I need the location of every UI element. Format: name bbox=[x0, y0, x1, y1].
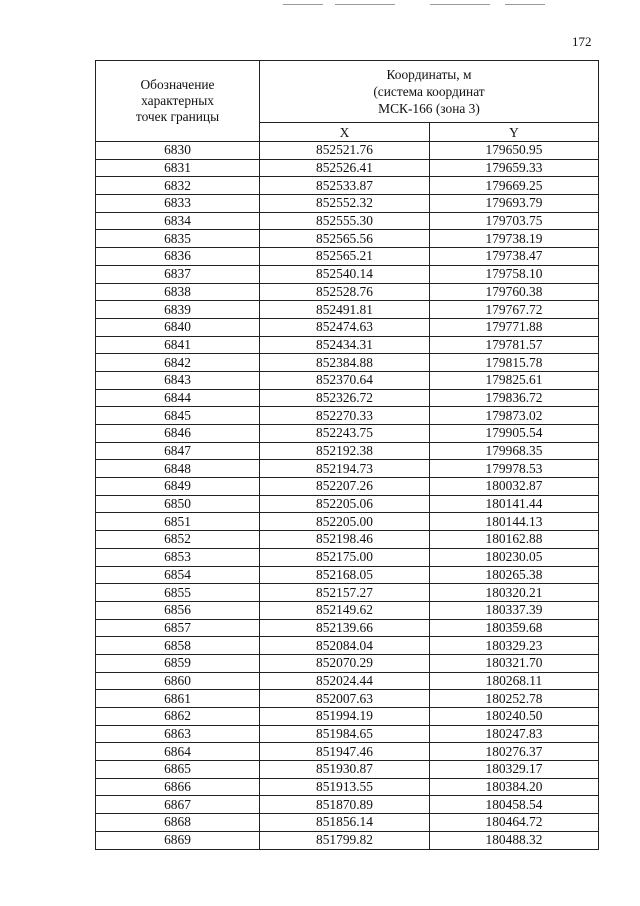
coords-header-line: МСК-166 (зона 3) bbox=[378, 101, 480, 117]
top-rule bbox=[430, 4, 490, 5]
y-cell: 179760.38 bbox=[430, 283, 599, 301]
table-row bbox=[96, 336, 599, 354]
point-header-line: точек границы bbox=[135, 109, 220, 124]
x-cell: 851994.19 bbox=[260, 708, 430, 726]
x-cell: 852434.31 bbox=[260, 336, 430, 354]
table-row bbox=[96, 743, 599, 761]
y-cell: 180247.83 bbox=[430, 725, 599, 743]
x-cell: 851799.82 bbox=[260, 831, 430, 849]
table-row bbox=[96, 548, 599, 566]
point-cell: 6838 bbox=[96, 283, 260, 301]
y-cell: 180488.32 bbox=[430, 831, 599, 849]
y-cell: 179650.95 bbox=[430, 142, 599, 160]
coordinates-table bbox=[95, 60, 599, 850]
point-cell: 6864 bbox=[96, 743, 260, 761]
y-cell: 180320.21 bbox=[430, 584, 599, 602]
x-cell: 852565.56 bbox=[260, 230, 430, 248]
y-cell: 180384.20 bbox=[430, 778, 599, 796]
y-cell: 179659.33 bbox=[430, 159, 599, 177]
y-cell: 179815.78 bbox=[430, 354, 599, 372]
point-cell: 6841 bbox=[96, 336, 260, 354]
x-cell: 851856.14 bbox=[260, 814, 430, 832]
top-rule bbox=[283, 4, 323, 5]
table-body bbox=[96, 142, 599, 850]
y-cell: 180230.05 bbox=[430, 548, 599, 566]
point-cell: 6831 bbox=[96, 159, 260, 177]
table-row bbox=[96, 478, 599, 496]
x-cell: 852168.05 bbox=[260, 566, 430, 584]
point-cell: 6834 bbox=[96, 212, 260, 230]
point-cell: 6835 bbox=[96, 230, 260, 248]
point-cell: 6858 bbox=[96, 637, 260, 655]
x-cell: 852205.06 bbox=[260, 495, 430, 513]
y-cell: 180240.50 bbox=[430, 708, 599, 726]
table-row bbox=[96, 283, 599, 301]
point-cell: 6844 bbox=[96, 389, 260, 407]
y-cell: 179703.75 bbox=[430, 212, 599, 230]
y-cell: 179771.88 bbox=[430, 318, 599, 336]
x-cell: 852084.04 bbox=[260, 637, 430, 655]
point-cell: 6837 bbox=[96, 265, 260, 283]
point-header-line: Обозначение bbox=[140, 77, 215, 92]
point-cell: 6852 bbox=[96, 531, 260, 549]
y-cell: 180337.39 bbox=[430, 601, 599, 619]
point-cell: 6860 bbox=[96, 672, 260, 690]
table-row bbox=[96, 761, 599, 779]
x-cell: 851870.89 bbox=[260, 796, 430, 814]
y-cell: 180359.68 bbox=[430, 619, 599, 637]
point-cell: 6832 bbox=[96, 177, 260, 195]
x-cell: 852139.66 bbox=[260, 619, 430, 637]
point-cell: 6840 bbox=[96, 318, 260, 336]
table-row bbox=[96, 318, 599, 336]
x-cell: 852491.81 bbox=[260, 301, 430, 319]
table-row bbox=[96, 513, 599, 531]
x-cell: 852528.76 bbox=[260, 283, 430, 301]
point-cell: 6854 bbox=[96, 566, 260, 584]
point-cell: 6836 bbox=[96, 248, 260, 266]
table-row bbox=[96, 725, 599, 743]
point-cell: 6839 bbox=[96, 301, 260, 319]
y-cell: 179905.54 bbox=[430, 425, 599, 443]
x-cell: 851947.46 bbox=[260, 743, 430, 761]
point-cell: 6847 bbox=[96, 442, 260, 460]
y-cell: 180458.54 bbox=[430, 796, 599, 814]
x-cell: 852540.14 bbox=[260, 265, 430, 283]
x-cell: 852270.33 bbox=[260, 407, 430, 425]
table-row bbox=[96, 654, 599, 672]
x-cell: 852326.72 bbox=[260, 389, 430, 407]
point-cell: 6857 bbox=[96, 619, 260, 637]
point-cell: 6869 bbox=[96, 831, 260, 849]
table-row bbox=[96, 442, 599, 460]
table-row bbox=[96, 672, 599, 690]
top-rule bbox=[505, 4, 545, 5]
y-cell: 180162.88 bbox=[430, 531, 599, 549]
y-cell: 179767.72 bbox=[430, 301, 599, 319]
x-cell: 852157.27 bbox=[260, 584, 430, 602]
point-cell: 6862 bbox=[96, 708, 260, 726]
point-cell: 6859 bbox=[96, 654, 260, 672]
table-row bbox=[96, 301, 599, 319]
table-row bbox=[96, 460, 599, 478]
point-cell: 6846 bbox=[96, 425, 260, 443]
x-cell: 851984.65 bbox=[260, 725, 430, 743]
table-row bbox=[96, 796, 599, 814]
table-row bbox=[96, 248, 599, 266]
table-row bbox=[96, 708, 599, 726]
x-cell: 851913.55 bbox=[260, 778, 430, 796]
y-cell: 179825.61 bbox=[430, 371, 599, 389]
table-row bbox=[96, 212, 599, 230]
table-row bbox=[96, 831, 599, 849]
y-cell: 179738.47 bbox=[430, 248, 599, 266]
point-cell: 6842 bbox=[96, 354, 260, 372]
point-cell: 6830 bbox=[96, 142, 260, 160]
point-cell: 6843 bbox=[96, 371, 260, 389]
table-row bbox=[96, 814, 599, 832]
table-row bbox=[96, 425, 599, 443]
point-cell: 6867 bbox=[96, 796, 260, 814]
x-cell: 852207.26 bbox=[260, 478, 430, 496]
top-rule bbox=[335, 4, 395, 5]
y-cell: 180329.17 bbox=[430, 761, 599, 779]
point-cell: 6868 bbox=[96, 814, 260, 832]
y-cell: 180268.11 bbox=[430, 672, 599, 690]
x-cell: 851930.87 bbox=[260, 761, 430, 779]
table-row bbox=[96, 230, 599, 248]
y-cell: 180464.72 bbox=[430, 814, 599, 832]
coords-column-header bbox=[260, 61, 599, 123]
point-header-line: характерных bbox=[141, 93, 214, 108]
x-cell: 852205.00 bbox=[260, 513, 430, 531]
x-cell: 852175.00 bbox=[260, 548, 430, 566]
y-cell: 179978.53 bbox=[430, 460, 599, 478]
table-row bbox=[96, 371, 599, 389]
x-cell: 852552.32 bbox=[260, 195, 430, 213]
x-cell: 852521.76 bbox=[260, 142, 430, 160]
x-cell: 852070.29 bbox=[260, 654, 430, 672]
x-cell: 852024.44 bbox=[260, 672, 430, 690]
x-cell: 852149.62 bbox=[260, 601, 430, 619]
table-row bbox=[96, 195, 599, 213]
y-cell: 179738.19 bbox=[430, 230, 599, 248]
table-row bbox=[96, 601, 599, 619]
x-cell: 852533.87 bbox=[260, 177, 430, 195]
x-cell: 852526.41 bbox=[260, 159, 430, 177]
table-row bbox=[96, 354, 599, 372]
table-row bbox=[96, 265, 599, 283]
x-cell: 852384.88 bbox=[260, 354, 430, 372]
x-cell: 852565.21 bbox=[260, 248, 430, 266]
x-cell: 852198.46 bbox=[260, 531, 430, 549]
table-row bbox=[96, 495, 599, 513]
table-row bbox=[96, 531, 599, 549]
point-cell: 6856 bbox=[96, 601, 260, 619]
x-cell: 852194.73 bbox=[260, 460, 430, 478]
coords-header-line: Координаты, м bbox=[386, 67, 472, 83]
y-cell: 180265.38 bbox=[430, 566, 599, 584]
point-cell: 6833 bbox=[96, 195, 260, 213]
point-cell: 6855 bbox=[96, 584, 260, 602]
y-cell: 180141.44 bbox=[430, 495, 599, 513]
y-cell: 180276.37 bbox=[430, 743, 599, 761]
y-cell: 179873.02 bbox=[430, 407, 599, 425]
point-cell: 6845 bbox=[96, 407, 260, 425]
point-cell: 6863 bbox=[96, 725, 260, 743]
x-cell: 852555.30 bbox=[260, 212, 430, 230]
y-cell: 179781.57 bbox=[430, 336, 599, 354]
point-cell: 6861 bbox=[96, 690, 260, 708]
x-column-header: X bbox=[260, 123, 430, 142]
page-number: 172 bbox=[572, 34, 592, 49]
x-cell: 852474.63 bbox=[260, 318, 430, 336]
point-cell: 6848 bbox=[96, 460, 260, 478]
table-row bbox=[96, 142, 599, 160]
x-cell: 852243.75 bbox=[260, 425, 430, 443]
table-row bbox=[96, 690, 599, 708]
table-row bbox=[96, 584, 599, 602]
point-cell: 6865 bbox=[96, 761, 260, 779]
x-cell: 852370.64 bbox=[260, 371, 430, 389]
point-cell: 6851 bbox=[96, 513, 260, 531]
y-cell: 180032.87 bbox=[430, 478, 599, 496]
table-row bbox=[96, 407, 599, 425]
y-column-header: Y bbox=[430, 123, 599, 142]
point-cell: 6853 bbox=[96, 548, 260, 566]
table-row bbox=[96, 566, 599, 584]
y-cell: 179758.10 bbox=[430, 265, 599, 283]
table-row bbox=[96, 177, 599, 195]
x-cell: 852007.63 bbox=[260, 690, 430, 708]
x-cell: 852192.38 bbox=[260, 442, 430, 460]
y-cell: 180321.70 bbox=[430, 654, 599, 672]
point-cell: 6866 bbox=[96, 778, 260, 796]
point-cell: 6850 bbox=[96, 495, 260, 513]
y-cell: 179693.79 bbox=[430, 195, 599, 213]
y-cell: 180144.13 bbox=[430, 513, 599, 531]
y-cell: 179836.72 bbox=[430, 389, 599, 407]
table-row bbox=[96, 778, 599, 796]
table-row bbox=[96, 619, 599, 637]
point-column-header bbox=[96, 61, 260, 142]
table-row bbox=[96, 637, 599, 655]
table-row bbox=[96, 389, 599, 407]
table-row bbox=[96, 159, 599, 177]
y-cell: 179968.35 bbox=[430, 442, 599, 460]
y-cell: 179669.25 bbox=[430, 177, 599, 195]
coords-header-line: (система координат bbox=[373, 84, 485, 100]
y-cell: 180329.23 bbox=[430, 637, 599, 655]
point-cell: 6849 bbox=[96, 478, 260, 496]
y-cell: 180252.78 bbox=[430, 690, 599, 708]
